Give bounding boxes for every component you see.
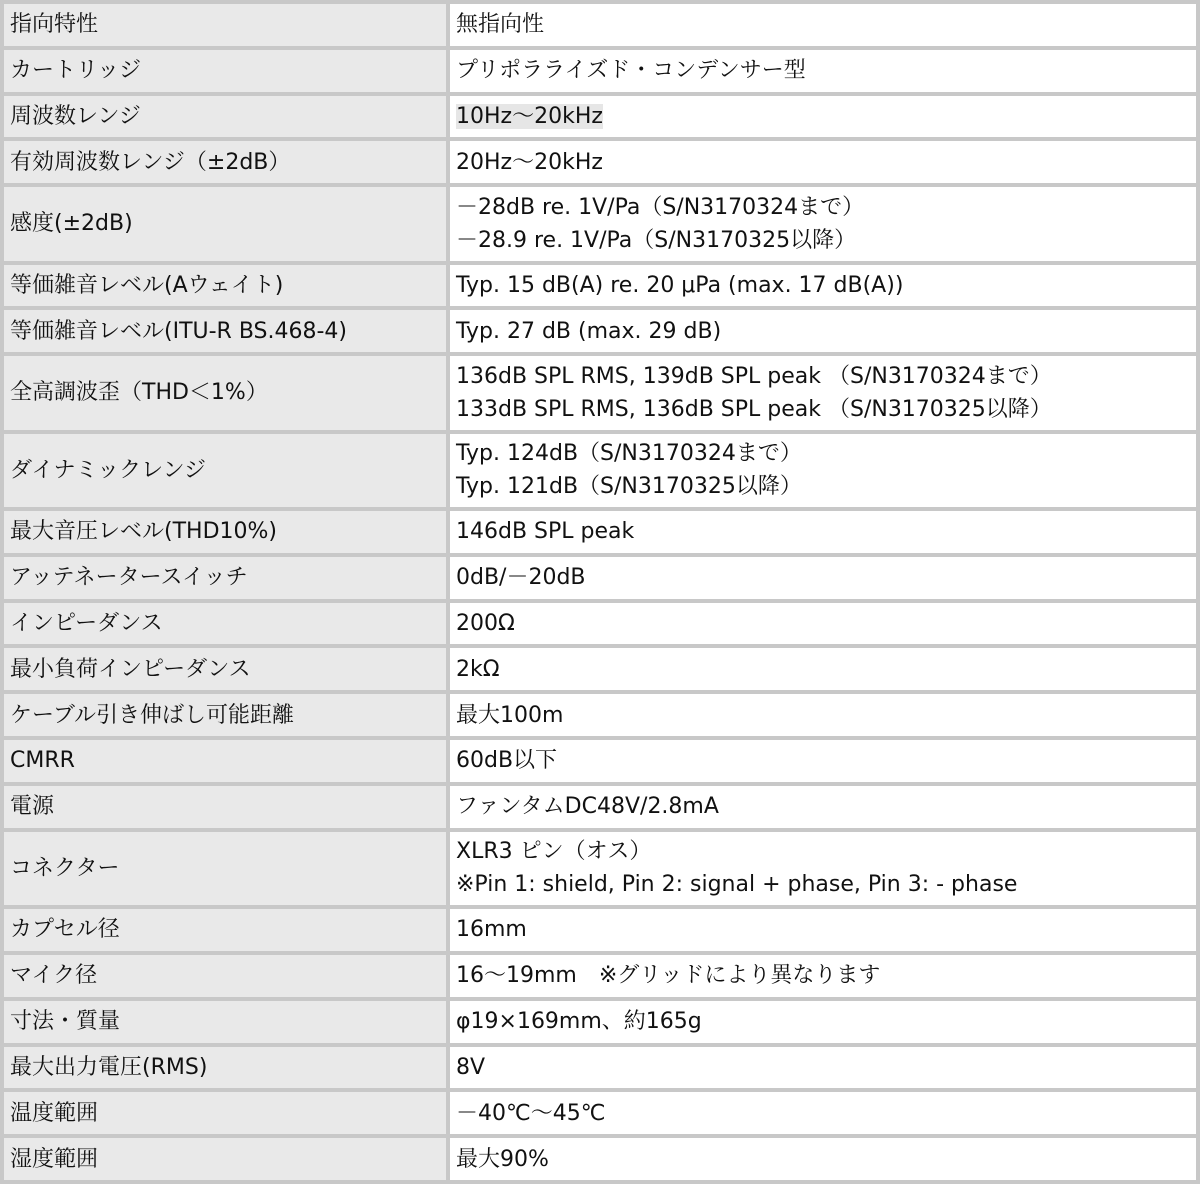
spec-value-line: －40℃～45℃ bbox=[456, 1100, 606, 1126]
spec-row bbox=[2, 48, 1198, 94]
spec-value-line: 0dB/－20dB bbox=[456, 565, 586, 591]
spec-label: インピーダンス bbox=[2, 601, 448, 647]
spec-value-line: 最大100m bbox=[456, 702, 564, 728]
spec-value bbox=[448, 738, 1198, 784]
spec-value-line: 8V bbox=[456, 1054, 486, 1080]
spec-label: 感度(±2dB) bbox=[2, 185, 448, 262]
spec-label: マイク径 bbox=[2, 953, 448, 999]
spec-label: 寸法・質量 bbox=[2, 999, 448, 1045]
spec-value bbox=[448, 830, 1198, 907]
spec-value bbox=[448, 185, 1198, 262]
spec-value-line: 136dB SPL RMS, 139dB SPL peak （S/N3170324まで） bbox=[456, 363, 1052, 389]
spec-value bbox=[448, 1136, 1198, 1182]
spec-value-line: 133dB SPL RMS, 136dB SPL peak （S/N3170325以降） bbox=[456, 396, 1052, 422]
spec-row bbox=[2, 646, 1198, 692]
spec-row bbox=[2, 601, 1198, 647]
spec-value bbox=[448, 646, 1198, 692]
spec-label: 湿度範囲 bbox=[2, 1136, 448, 1182]
spec-label: 指向特性 bbox=[2, 2, 448, 48]
spec-value bbox=[448, 509, 1198, 555]
spec-label: ダイナミックレンジ bbox=[2, 432, 448, 509]
spec-label: ケーブル引き伸ばし可能距離 bbox=[2, 692, 448, 738]
spec-row bbox=[2, 999, 1198, 1045]
spec-row bbox=[2, 738, 1198, 784]
spec-value-line: Typ. 121dB（S/N3170325以降） bbox=[456, 474, 802, 500]
spec-value-line: 60dB以下 bbox=[456, 748, 558, 774]
highlighted-text: 10Hz～20kHz bbox=[456, 104, 603, 130]
spec-value bbox=[448, 555, 1198, 601]
spec-value-line: ファンタムDC48V/2.8mA bbox=[456, 794, 719, 820]
spec-label: 周波数レンジ bbox=[2, 94, 448, 140]
spec-row bbox=[2, 308, 1198, 354]
spec-value-line: Typ. 15 dB(A) re. 20 μPa (max. 17 dB(A)) bbox=[456, 273, 904, 299]
spec-value bbox=[448, 692, 1198, 738]
spec-value-line: 2kΩ bbox=[456, 656, 500, 682]
spec-value bbox=[448, 999, 1198, 1045]
spec-row bbox=[2, 784, 1198, 830]
spec-value-line: ※Pin 1: shield, Pin 2: signal + phase, Pin 3: - phase bbox=[456, 872, 1018, 898]
spec-value-line: －28dB re. 1V/Pa（S/N3170324まで） bbox=[456, 194, 865, 220]
spec-value-line: 16mm bbox=[456, 917, 527, 943]
spec-label: 最大音圧レベル(THD10%) bbox=[2, 509, 448, 555]
spec-value-line: XLR3 ピン（オス） bbox=[456, 839, 652, 865]
spec-label: 最大出力電圧(RMS) bbox=[2, 1045, 448, 1091]
spec-value bbox=[448, 263, 1198, 309]
spec-label: 全高調波歪（THD＜1%） bbox=[2, 354, 448, 431]
spec-value bbox=[448, 94, 1198, 140]
spec-label: 等価雑音レベル(Aウェイト) bbox=[2, 263, 448, 309]
spec-row bbox=[2, 1045, 1198, 1091]
spec-value-line: 146dB SPL peak bbox=[456, 519, 635, 545]
spec-value bbox=[448, 139, 1198, 185]
spec-value bbox=[448, 601, 1198, 647]
spec-label: アッテネータースイッチ bbox=[2, 555, 448, 601]
spec-value bbox=[448, 48, 1198, 94]
spec-value bbox=[448, 2, 1198, 48]
spec-row bbox=[2, 1136, 1198, 1182]
spec-label: 等価雑音レベル(ITU-R BS.468-4) bbox=[2, 308, 448, 354]
spec-row bbox=[2, 354, 1198, 431]
spec-value-line bbox=[456, 100, 1196, 133]
spec-table-body bbox=[2, 2, 1198, 1182]
spec-label: 電源 bbox=[2, 784, 448, 830]
spec-row bbox=[2, 2, 1198, 48]
spec-label: 温度範囲 bbox=[2, 1090, 448, 1136]
spec-row bbox=[2, 830, 1198, 907]
spec-row bbox=[2, 263, 1198, 309]
spec-value bbox=[448, 907, 1198, 953]
spec-value bbox=[448, 308, 1198, 354]
spec-row bbox=[2, 432, 1198, 509]
spec-value bbox=[448, 1045, 1198, 1091]
spec-value-line: φ19×169mm、約165g bbox=[456, 1009, 702, 1035]
spec-value bbox=[448, 953, 1198, 999]
spec-label: 最小負荷インピーダンス bbox=[2, 646, 448, 692]
spec-row bbox=[2, 1090, 1198, 1136]
spec-value-line: 最大90% bbox=[456, 1146, 549, 1172]
spec-row bbox=[2, 509, 1198, 555]
spec-value-line: －28.9 re. 1V/Pa（S/N3170325以降） bbox=[456, 227, 857, 253]
spec-label: カートリッジ bbox=[2, 48, 448, 94]
spec-value-line: 16～19mm ※グリッドにより異なります bbox=[456, 963, 881, 989]
spec-value-line: 20Hz～20kHz bbox=[456, 149, 603, 175]
spec-value-line: 200Ω bbox=[456, 611, 515, 637]
spec-label: コネクター bbox=[2, 830, 448, 907]
spec-value bbox=[448, 1090, 1198, 1136]
spec-label: CMRR bbox=[2, 738, 448, 784]
spec-row bbox=[2, 953, 1198, 999]
spec-row bbox=[2, 907, 1198, 953]
spec-value-line: プリポラライズド・コンデンサー型 bbox=[456, 58, 806, 84]
spec-label: 有効周波数レンジ（±2dB） bbox=[2, 139, 448, 185]
spec-value-line: Typ. 27 dB (max. 29 dB) bbox=[456, 318, 722, 344]
spec-label: カプセル径 bbox=[2, 907, 448, 953]
spec-row bbox=[2, 139, 1198, 185]
spec-value-line: 無指向性 bbox=[456, 12, 545, 38]
spec-row bbox=[2, 94, 1198, 140]
spec-value bbox=[448, 354, 1198, 431]
spec-value bbox=[448, 432, 1198, 509]
spec-value-line: Typ. 124dB（S/N3170324まで） bbox=[456, 441, 802, 467]
spec-row bbox=[2, 692, 1198, 738]
spec-value bbox=[448, 784, 1198, 830]
spec-row bbox=[2, 555, 1198, 601]
spec-row bbox=[2, 185, 1198, 262]
